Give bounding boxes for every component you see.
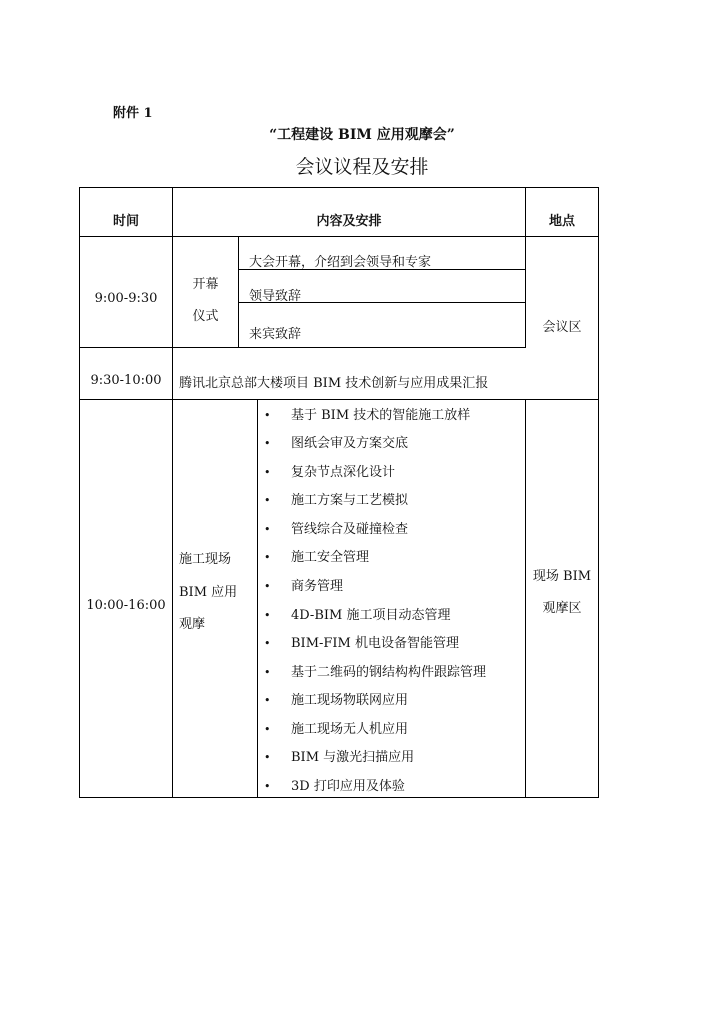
table-border-right (598, 187, 599, 798)
list-item (264, 718, 408, 737)
list-item-text: 图纸会审及方案交底 (291, 436, 409, 451)
row3-time: 10:00-16:00 (86, 598, 166, 613)
list-item (264, 404, 470, 423)
list-item (264, 689, 408, 708)
bullet-icon: • (264, 466, 271, 479)
list-item-text: 复杂节点深化设计 (291, 465, 396, 480)
bullet-icon: • (264, 780, 271, 793)
list-item-text: 施工现场物联网应用 (291, 693, 409, 708)
list-item (264, 575, 343, 594)
table-border-left (79, 187, 80, 798)
list-item-text: 4D-BIM 施工项目动态管理 (291, 608, 451, 623)
bullet-icon: • (264, 723, 271, 736)
divider-group-col-1 (238, 236, 239, 348)
table-border-top (79, 187, 599, 188)
bullet-icon: • (264, 609, 271, 622)
list-item-text: 基于 BIM 技术的智能施工放样 (291, 408, 471, 423)
list-item-text: 施工安全管理 (291, 550, 370, 565)
row3-location-2: 观摩区 (542, 601, 582, 616)
divider-row2-row3 (79, 399, 599, 400)
col-header-time: 时间 (112, 214, 139, 229)
bullet-icon: • (264, 694, 271, 707)
row1-item-1: 大会开幕，介绍到会领导和专家 (249, 255, 432, 270)
divider-group-col-3 (257, 399, 258, 798)
list-item (264, 546, 369, 565)
list-item (264, 746, 414, 765)
bullet-icon: • (264, 637, 271, 650)
list-item (264, 775, 405, 794)
row1-item-3: 来宾致辞 (249, 327, 302, 342)
bullet-icon: • (264, 523, 271, 536)
attachment-label: 附件 1 (113, 106, 153, 121)
row3-group-label-1: 施工现场 (179, 552, 232, 567)
list-item-text: 施工现场无人机应用 (291, 722, 409, 737)
col-header-content: 内容及安排 (316, 214, 382, 229)
list-item-text: 基于二维码的钢结构构件跟踪管理 (291, 665, 487, 680)
row1-time: 9:00-9:30 (94, 291, 158, 306)
row3-location-1: 现场 BIM (532, 569, 592, 584)
list-item-text: BIM 与激光扫描应用 (291, 750, 415, 765)
list-item-text: 管线综合及碰撞检查 (291, 522, 409, 537)
list-item-text: BIM-FIM 机电设备智能管理 (291, 636, 459, 651)
list-item (264, 432, 408, 451)
bullet-icon: • (264, 551, 271, 564)
list-item (264, 632, 459, 651)
bullet-icon: • (264, 494, 271, 507)
row2-content: 腾讯北京总部大楼项目 BIM 技术创新与应用成果汇报 (179, 376, 489, 391)
row3-group-label-3: 观摩 (179, 617, 206, 632)
bullet-icon: • (264, 751, 271, 764)
location-meeting-area: 会议区 (542, 320, 582, 335)
list-item (264, 604, 450, 623)
row1-group-label: 开幕 (192, 277, 219, 292)
table-border-bottom (79, 797, 599, 798)
list-item-text: 3D 打印应用及体验 (291, 779, 405, 794)
list-item-text: 商务管理 (291, 579, 344, 594)
list-item (264, 489, 408, 508)
list-item (264, 518, 408, 537)
bullet-icon: • (264, 666, 271, 679)
bullet-icon: • (264, 409, 271, 422)
row1-item-2: 领导致辞 (249, 289, 302, 304)
bullet-icon: • (264, 437, 271, 450)
page-title: 会议议程及安排 (295, 156, 429, 178)
list-item (264, 661, 486, 680)
divider-header-row (79, 236, 599, 237)
bullet-icon: • (264, 580, 271, 593)
row2-time: 9:30-10:00 (90, 373, 162, 388)
list-item (264, 461, 395, 480)
list-item-text: 施工方案与工艺模拟 (291, 493, 409, 508)
row3-group-label-2: BIM 应用 (179, 585, 238, 600)
row1-group-label-2: 仪式 (192, 309, 219, 324)
event-name: “工程建设 BIM 应用观摩会” (269, 127, 455, 143)
divider-row1-row2 (79, 347, 526, 348)
col-header-location: 地点 (548, 214, 575, 229)
